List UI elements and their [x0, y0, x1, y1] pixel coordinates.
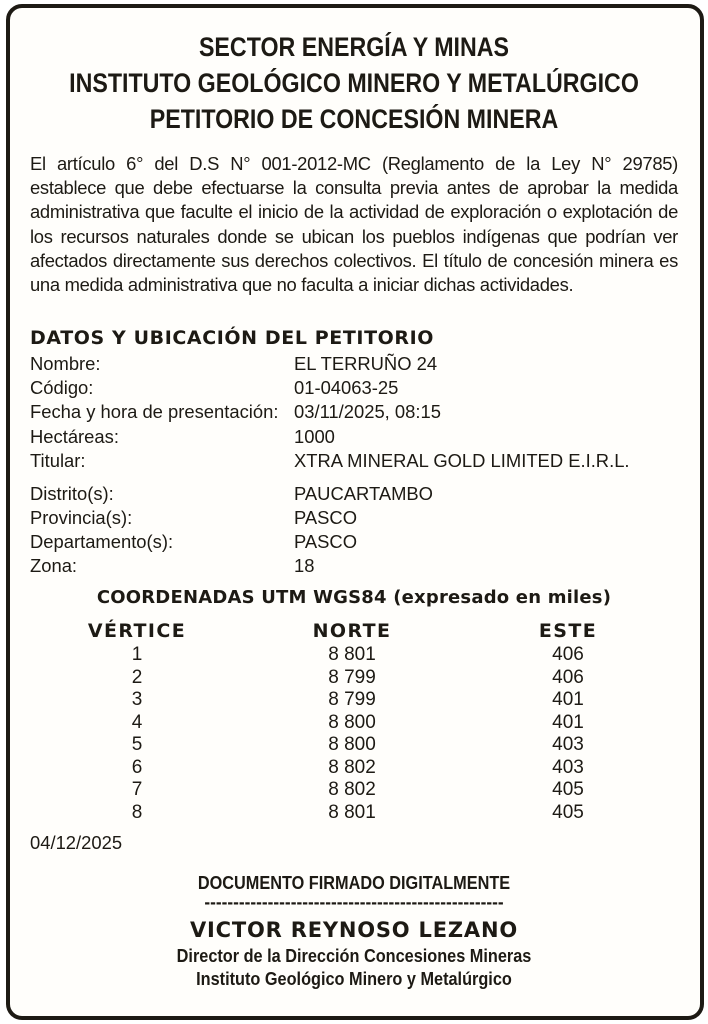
este-cell: 403	[552, 734, 584, 755]
header-document-title: PETITORIO DE CONCESIÓN MINERA	[149, 104, 559, 134]
signer-name: VICTOR REYNOSO LEZANO	[189, 918, 518, 942]
column-header-este: ESTE	[538, 620, 598, 642]
label-distrito: Distrito(s):	[30, 483, 114, 504]
value-fecha-presentacion: 03/11/2025, 08:15	[294, 401, 441, 422]
norte-cell: 8 802	[328, 779, 376, 800]
value-titular: XTRA MINERAL GOLD LIMITED E.I.R.L.	[294, 450, 630, 471]
este-cell: 401	[552, 711, 584, 733]
label-hectareas: Hectáreas:	[30, 426, 119, 447]
este-cell: 403	[552, 756, 584, 778]
vertex-cell: 8	[131, 801, 143, 823]
header-sector: SECTOR ENERGÍA Y MINAS	[198, 32, 510, 62]
norte-cell: 8 799	[328, 666, 376, 688]
coordinates-heading: COORDENADAS UTM WGS84 (expresado en miles)	[96, 587, 612, 608]
norte-cell: 8 799	[328, 689, 376, 710]
este-cell: 406	[552, 644, 584, 665]
norte-cell: 8 801	[328, 801, 376, 823]
digital-signature-note: DOCUMENTO FIRMADO DIGITALMENTE	[197, 872, 511, 893]
value-zona: 18	[294, 555, 315, 576]
label-titular: Titular:	[30, 450, 86, 471]
signer-institution: Instituto Geológico Minero y Metalúrgico	[196, 968, 512, 989]
header-institute: INSTITUTO GEOLÓGICO MINERO Y METALÚRGICO	[69, 68, 639, 98]
norte-cell: 8 800	[328, 734, 376, 755]
vertex-cell: 7	[131, 779, 143, 800]
vertex-cell: 3	[131, 689, 143, 710]
value-departamento: PASCO	[294, 531, 358, 552]
label-zona: Zona:	[30, 555, 78, 576]
publication-date: 04/12/2025	[30, 832, 123, 853]
value-provincia: PASCO	[294, 507, 358, 528]
label-codigo: Código:	[30, 377, 94, 398]
vertex-cell: 1	[131, 644, 143, 665]
vertex-cell: 5	[131, 734, 143, 755]
label-departamento: Departamento(s):	[30, 531, 174, 552]
este-cell: 405	[552, 801, 584, 823]
norte-cell: 8 801	[328, 644, 376, 665]
norte-cell: 8 800	[328, 711, 376, 733]
datos-heading: DATOS Y UBICACIÓN DEL PETITORIO	[30, 327, 435, 349]
este-cell: 401	[552, 689, 584, 710]
value-codigo: 01-04063-25	[294, 377, 399, 398]
vertex-cell: 2	[131, 666, 143, 688]
intro-paragraph: El artículo 6° del D.S N° 001-2012-MC (Reglamento de la Ley N° 29785) establece que debe efectuarse la consulta previa antes de aprobar la medida administrativa que faculte el inicio de la actividad de exploración o explotación de los recursos naturales donde se ubican los pueblos indígenas que podrían ver afectados directamente sus derechos colectivos. El título de concesión minera es una medida administrativa que no faculta a iniciar dichas actividades.	[30, 153, 678, 296]
este-cell: 405	[552, 779, 584, 800]
value-hectareas: 1000	[294, 426, 335, 447]
vertex-cell: 6	[131, 756, 143, 778]
vertex-cell: 4	[131, 711, 143, 733]
column-header-vertice: VÉRTICE	[87, 620, 187, 642]
label-fecha-presentacion: Fecha y hora de presentación:	[30, 401, 279, 422]
signer-role: Director de la Dirección Concesiones Mineras	[176, 945, 532, 966]
label-nombre: Nombre:	[30, 353, 101, 374]
este-cell: 406	[552, 666, 584, 688]
value-distrito: PAUCARTAMBO	[294, 483, 433, 504]
norte-cell: 8 802	[328, 756, 376, 778]
label-provincia: Provincia(s):	[30, 507, 133, 528]
column-header-norte: NORTE	[312, 620, 392, 642]
signature-separator: ----------------------------------------------------	[204, 892, 504, 912]
value-nombre: EL TERRUÑO 24	[294, 353, 438, 374]
